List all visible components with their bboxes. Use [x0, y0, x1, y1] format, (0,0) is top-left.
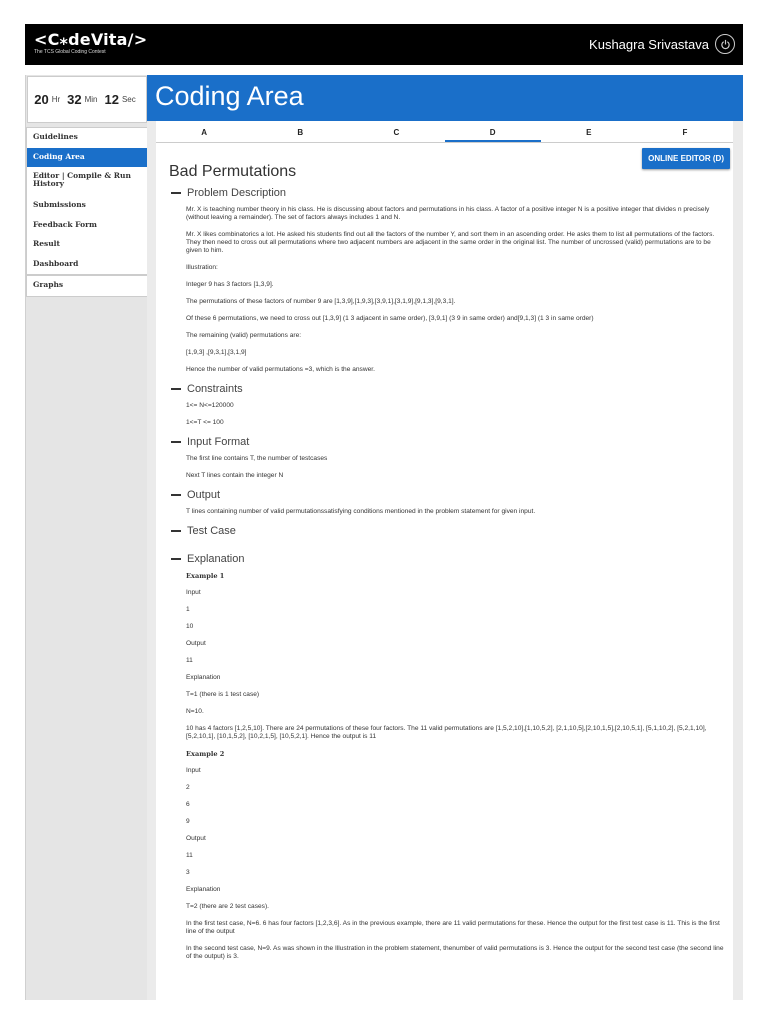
paragraph: The first line contains T, the number of testcases: [186, 455, 328, 462]
logo-subtitle: The TCS Global Coding Contest: [34, 49, 106, 55]
paragraph: Hence the number of valid permutations =3, which is the answer.: [186, 366, 375, 373]
page-header: [147, 75, 743, 121]
example-line: 9: [186, 818, 190, 825]
countdown-timer: [27, 76, 147, 123]
sidebar-item-feedback-form[interactable]: Feedback Form: [33, 219, 97, 229]
collapse-icon: [171, 530, 181, 532]
logo-text: <C⁎deVita/>: [34, 30, 148, 49]
timer-seconds-unit: Sec: [121, 95, 136, 104]
timer-hours-unit: Hr: [51, 95, 61, 104]
paragraph: Illustration:: [186, 264, 218, 271]
sidebar-item-dashboard[interactable]: Dashboard: [33, 258, 79, 268]
example-heading: Example 2: [186, 750, 225, 758]
example-line: 11: [186, 852, 193, 859]
collapse-icon: [171, 192, 181, 194]
sidebar-nav: [26, 127, 148, 275]
tab-f[interactable]: F: [682, 128, 688, 137]
sidebar-item-guidelines[interactable]: Guidelines: [33, 132, 78, 141]
section-constraints[interactable]: [171, 383, 726, 395]
top-bar: [25, 24, 743, 65]
constraints-body: [186, 402, 726, 427]
section-output[interactable]: [171, 489, 726, 501]
sidebar-item-coding-area[interactable]: Coding Area: [27, 148, 147, 168]
sidebar-nav-secondary: [26, 275, 148, 297]
example-line: T=2 (there are 2 test cases).: [186, 903, 270, 910]
section-test-case[interactable]: [171, 525, 726, 537]
paragraph: Integer 9 has 3 factors [1,3,9].: [186, 281, 274, 288]
collapse-icon: [171, 558, 181, 560]
section-label: Input Format: [187, 436, 250, 448]
page-title: Coding Area: [155, 81, 304, 111]
paragraph: 1<= N<=120000: [186, 402, 234, 409]
sidebar-item-result[interactable]: Result: [33, 239, 60, 248]
example-line: 2: [186, 784, 190, 791]
output-body: [186, 508, 726, 516]
user-area: [589, 34, 735, 54]
example-line: In the first test case, N=6. 6 has four factors [1,2,3,6]. As in the previous example, there are 11 valid permutations for these. Hence the output for the first test case is 11. This is the first line of the output: [186, 920, 720, 935]
section-explanation[interactable]: [171, 553, 726, 565]
timer-hours: 20: [34, 92, 49, 107]
example-line: In the second test case, N=9. As was shown in the Illustration in the problem statement, thenumber of valid permutations is 3. Hence the output for the second test case (the second line of the output) is 3.: [186, 945, 724, 960]
section-label: Problem Description: [187, 187, 287, 199]
paragraph: The permutations of these factors of number 9 are [1,3,9],[1,9,3],[3,9,1],[3,1,9],[9,1,3],[9,3,1].: [186, 298, 456, 305]
collapse-icon: [171, 388, 181, 390]
example-line: 1: [186, 606, 190, 613]
example-line: Input: [186, 767, 201, 774]
timer-seconds: 12: [104, 92, 119, 107]
user-name: Kushagra Srivastava: [589, 36, 709, 52]
sidebar-item-submissions[interactable]: Submissions: [33, 200, 86, 209]
logo[interactable]: [34, 31, 147, 55]
section-input-format[interactable]: [171, 436, 726, 448]
example-line: 11: [186, 657, 193, 664]
timer-minutes: 32: [67, 92, 82, 107]
section-label: Test Case: [187, 525, 236, 537]
problem-panel: [156, 121, 733, 1000]
example-line: 10: [186, 623, 194, 630]
online-editor-button[interactable]: ONLINE EDITOR (D): [642, 148, 730, 169]
section-problem-description[interactable]: [171, 187, 726, 199]
example-line: Input: [186, 589, 201, 596]
problem-title: Bad Permutations: [169, 163, 297, 180]
power-icon[interactable]: [715, 34, 735, 54]
main-area: [147, 75, 743, 1000]
section-label: Output: [187, 489, 221, 501]
paragraph: The remaining (valid) permutations are:: [186, 332, 302, 339]
explanation-body: [186, 572, 726, 961]
example-line: Explanation: [186, 674, 221, 681]
example-heading: Example 1: [186, 572, 225, 580]
problem-content: [171, 187, 726, 970]
sidebar-item-graphs[interactable]: Graphs: [33, 280, 64, 289]
paragraph: 1<=T <= 100: [186, 419, 224, 426]
problem-tabs: [156, 121, 733, 143]
paragraph: T lines containing number of valid permutationssatisfying conditions mentioned in the problem statement for given input.: [186, 508, 536, 515]
example-line: 3: [186, 869, 190, 876]
collapse-icon: [171, 494, 181, 496]
sidebar-item-editor-history[interactable]: Editor | Compile & Run History: [33, 171, 131, 188]
example-line: Output: [186, 640, 206, 647]
section-label: Explanation: [187, 553, 245, 565]
example-line: 10 has 4 factors [1,2,5,10]. There are 24 permutations of these four factors. The 11 valid permutations are [1,5,2,10],[1,10,5,2], [2,1,10,5],[2,10,1,5],[2,10,5,1], [5,1,10,2], [5,2,1,10], [5,2,10,1], [10,1,5,2], [10,2,1,5], [10,5,2,1]. Hence the output is 11: [186, 725, 707, 740]
section-label: Constraints: [187, 383, 243, 395]
tab-c[interactable]: C: [393, 128, 400, 137]
example-line: 6: [186, 801, 190, 808]
description-body: [186, 206, 726, 374]
sidebar: [25, 75, 147, 1000]
tab-e[interactable]: E: [586, 128, 592, 137]
timer-minutes-unit: Min: [84, 95, 98, 104]
paragraph: Next T lines contain the integer N: [186, 472, 284, 479]
paragraph: Mr. X likes combinatorics a lot. He asked his students find out all the factors of the number Y, and sort them in an ascending order. He asks them to list all permutations of the factors. They then need to cross out all permutations where two adjacent numbers are adjacent in the same order in the original list. The number of uncrossed (valid) permutations are to be given to him.: [186, 231, 715, 254]
example-line: Explanation: [186, 886, 221, 893]
paragraph: Mr. X is teaching number theory in his class. He is discussing about factors and permutations in his class. A factor of a positive integer N is a positive integer that divides n precisely (without leaving a remainder). The set of factors always includes 1 and N.: [186, 206, 710, 221]
paragraph: Of these 6 permutations, we need to cross out [1,3,9] (1 3 adjacent in same order), [3,9,1] (3 9 in same order) and[9,1,3] (1 3 in same order): [186, 315, 594, 322]
example-line: Output: [186, 835, 206, 842]
input-body: [186, 455, 726, 480]
tab-d[interactable]: D: [445, 121, 541, 142]
example-line: T=1 (there is 1 test case): [186, 691, 260, 698]
tab-b[interactable]: B: [297, 128, 304, 137]
tab-a[interactable]: A: [201, 128, 207, 137]
collapse-icon: [171, 441, 181, 443]
paragraph: [1,9,3] ,[9,3,1],[3,1,9]: [186, 349, 247, 356]
example-line: N=10.: [186, 708, 204, 715]
